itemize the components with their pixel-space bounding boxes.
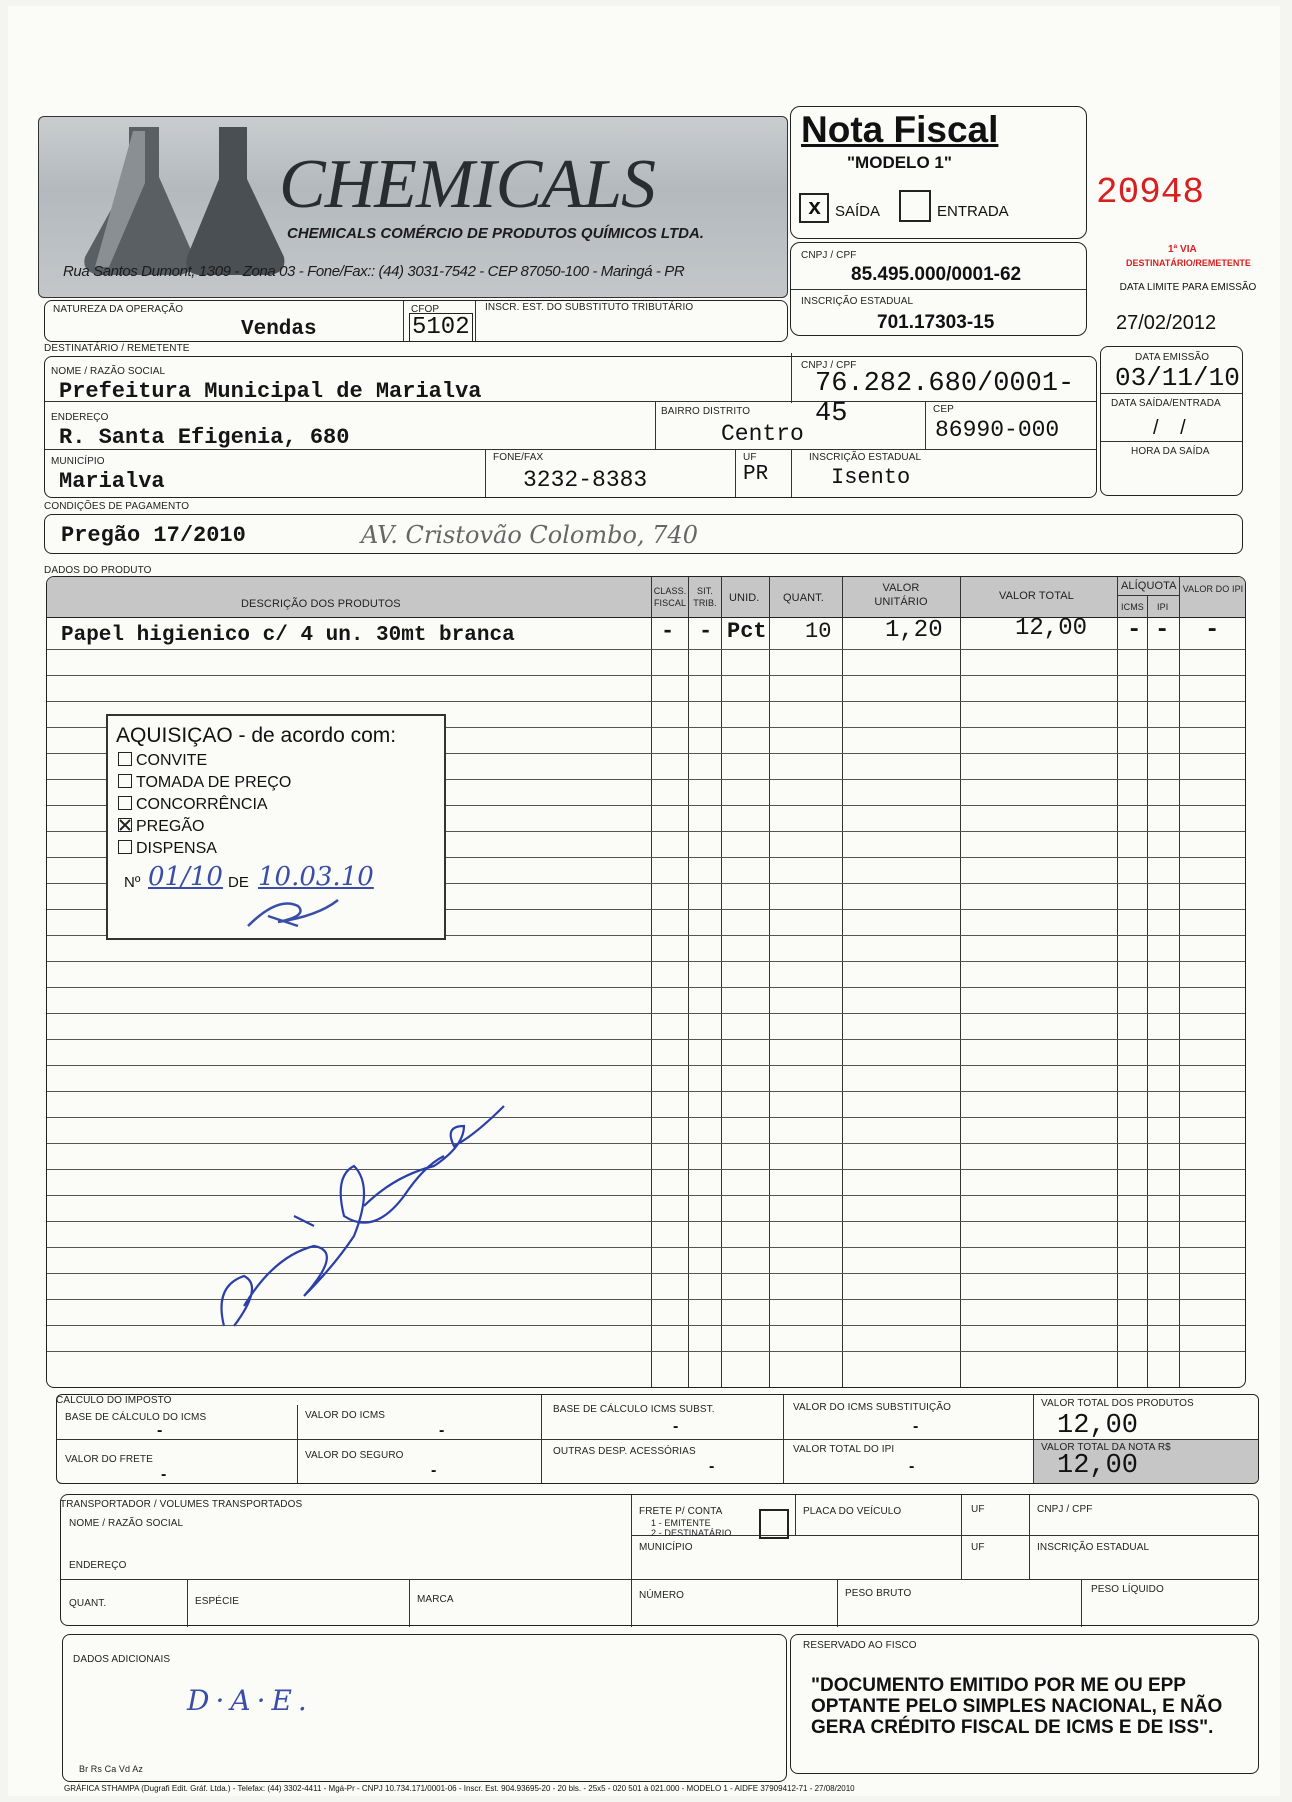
cfop-label: CFOP: [411, 304, 440, 315]
tax-section-label: CÁLCULO DO IMPOSTO: [56, 1395, 172, 1406]
issuer-cnpj: 85.495.000/0001-62: [851, 264, 1022, 285]
data-saida-label: DATA SAÍDA/ENTRADA: [1111, 398, 1221, 409]
cnpj-value: 76.282.680/0001-45: [815, 369, 1075, 429]
payment-value: Pregão 17/2010: [61, 523, 246, 548]
seguro-value: -: [431, 1462, 437, 1479]
col-quant: QUANT.: [783, 592, 824, 604]
table-rule-line: [47, 675, 1245, 676]
transp-endereco-label: ENDEREÇO: [69, 1560, 127, 1571]
table-rule-line: [47, 1039, 1245, 1040]
stamp-option-checkbox[interactable]: [118, 796, 132, 810]
nf-title: Nota Fiscal: [801, 109, 999, 150]
cep-label: CEP: [933, 404, 954, 415]
table-rule-line: [47, 987, 1245, 988]
row-valor-ipi: -: [1205, 617, 1220, 644]
company-name: CHEMICALS COMÉRCIO DE PRODUTOS QUÍMICOS LTDA.: [287, 225, 704, 242]
uf-value: PR: [743, 463, 769, 486]
data-emissao-value: 03/11/10: [1115, 363, 1240, 393]
nome-value: Prefeitura Municipal de Marialva: [59, 379, 482, 404]
table-rule-line: [47, 1013, 1245, 1014]
transp-municipio-label: MUNICÍPIO: [639, 1542, 693, 1553]
outras-value: -: [709, 1458, 715, 1475]
ie-subst-label: INSCR. EST. DO SUBSTITUTO TRIBUTÁRIO: [485, 302, 694, 313]
natureza-value: Vendas: [241, 318, 317, 341]
bairro-label: BAIRRO DISTRITO: [661, 406, 751, 417]
fisco-label: RESERVADO AO FISCO: [803, 1640, 917, 1651]
row-icms: -: [1127, 617, 1142, 644]
printer-footer: GRÁFICA STHAMPA (Dugrafi Edit. Gráf. Ltda.) - Telefax: (44) 3302-4411 - Mgá-Pr - CNPJ 10.734.171/0001-06 - Inscr. Est. 904.93695-20 - 20 bls. - 25x5 - 020 501 à 021.000 - MODELO 1 - AIDFE 37909412-71 - 27/08/2010: [64, 1784, 855, 1793]
nota-fiscal-box: [790, 106, 1087, 239]
saida-checkbox[interactable]: x: [799, 193, 829, 223]
outras-label: OUTRAS DESP. ACESSÓRIAS: [553, 1446, 696, 1457]
uf-label: UF: [743, 452, 757, 463]
nf-model: "MODELO 1": [847, 153, 952, 172]
issuer-ie: 701.17303-15: [877, 312, 995, 333]
stamp-numero: 01/10: [148, 862, 223, 892]
stamp-option-label: CONVITE: [136, 752, 208, 769]
stamp-de-label: DE: [228, 874, 249, 891]
stamp-numero-label: Nº: [124, 874, 141, 891]
base-icms-label: BASE DE CÁLCULO DO ICMS: [65, 1412, 207, 1423]
stamp-option: [118, 774, 291, 792]
payment-handwritten: AV. Cristovão Colombo, 740: [361, 521, 698, 549]
stamp-option-checkbox[interactable]: [118, 840, 132, 854]
frete-label: VALOR DO FRETE: [65, 1454, 153, 1465]
transp-frete-opt2: 2 - DESTINATÁRIO: [651, 1528, 732, 1538]
signature-icon: [204, 1086, 564, 1346]
fone-value: 3232-8383: [523, 467, 648, 493]
table-row: [47, 617, 1245, 649]
issuer-ie-label: INSCRIÇÃO ESTADUAL: [801, 296, 914, 307]
base-subst-label: BASE DE CÁLCULO ICMS SUBST.: [553, 1404, 715, 1415]
stamp-option-checkbox[interactable]: [118, 752, 132, 766]
data-emissao-label: DATA EMISSÃO: [1135, 352, 1210, 363]
transp-uf-label-2: UF: [971, 1542, 985, 1553]
row-descricao: Papel higienico c/ 4 un. 30mt branca: [61, 624, 515, 647]
entrada-label: ENTRADA: [937, 203, 1009, 220]
transp-peso-bruto-label: PESO BRUTO: [845, 1588, 912, 1599]
row-class-fiscal: -: [661, 619, 675, 644]
col-unid: UNID.: [729, 592, 760, 604]
row-valor-total: 12,00: [1015, 615, 1088, 642]
col-class-fiscal: CLASS. FISCAL: [653, 586, 687, 608]
base-subst-value: -: [673, 1418, 679, 1435]
dates-box: [1100, 346, 1243, 496]
row-ipi: -: [1155, 617, 1170, 644]
table-rule-line: [47, 701, 1245, 702]
company-logo-text: CHEMICALS: [279, 146, 655, 223]
hora-saida-label: HORA DA SAÍDA: [1131, 446, 1210, 457]
valor-subst-value: -: [913, 1418, 919, 1435]
stamp-option-checkbox[interactable]: [118, 818, 132, 832]
stamp-option-label: CONCORRÊNCIA: [136, 796, 268, 813]
stamp-option: [118, 796, 268, 814]
additional-handwritten: D·A·E.: [187, 1684, 313, 1717]
transport-section-label: TRANSPORTADOR / VOLUMES TRANSPORTADOS: [60, 1499, 303, 1510]
data-limite-label: DATA LIMITE PARA EMISSÃO: [1119, 282, 1257, 293]
stamp-option-label: TOMADA DE PREÇO: [136, 774, 292, 791]
fisco-box: [790, 1634, 1259, 1774]
data-saida-value: / /: [1153, 417, 1194, 439]
recipient-section-label: DESTINATÁRIO / REMETENTE: [44, 343, 190, 354]
issuer-id-box: [790, 242, 1087, 336]
endereco-value: R. Santa Efigenia, 680: [59, 425, 350, 450]
table-rule-line: [47, 961, 1245, 962]
col-valor-ipi: VALOR DO IPI: [1182, 584, 1244, 594]
frete-value: -: [161, 1466, 167, 1483]
nf-number: 20948: [1096, 172, 1205, 213]
via-line2: DESTINATÁRIO/REMETENTE: [1126, 258, 1251, 268]
table-rule-line: [47, 649, 1245, 650]
natureza-row: [44, 300, 788, 342]
base-icms-value: -: [157, 1422, 163, 1439]
total-produtos-value: 12,00: [1057, 1411, 1139, 1441]
stamp-title: AQUISIÇAO - de acordo com:: [116, 724, 397, 747]
company-header-panel: [38, 116, 788, 298]
payment-label: CONDIÇÕES DE PAGAMENTO: [44, 501, 190, 512]
total-nota-label: VALOR TOTAL DA NOTA R$: [1041, 1442, 1171, 1453]
cfop-value: 5102: [409, 313, 473, 342]
company-address: Rua Santos Dumont, 1309 - Zona 03 - Fone/Fax:: (44) 3031-7542 - CEP 87050-100 - Maringá - PR: [63, 263, 685, 280]
municipio-value: Marialva: [59, 469, 165, 494]
col-sit-trib: SIT. TRIB.: [693, 586, 717, 608]
frete-checkbox[interactable]: [759, 1509, 789, 1539]
stamp-signature-icon: [238, 886, 358, 936]
cep-value: 86990-000: [935, 417, 1060, 443]
fisco-text: "DOCUMENTO EMITIDO POR ME OU EPP OPTANTE PELO SIMPLES NACIONAL, E NÃO GERA CRÉDITO FISCAL DE ICMS E DE ISS".: [811, 1675, 1223, 1738]
endereco-label: ENDEREÇO: [51, 412, 109, 423]
transp-uf-label-1: UF: [971, 1504, 985, 1515]
saida-label: SAÍDA: [835, 203, 881, 220]
stamp-option-label: PREGÃO: [136, 818, 205, 835]
transp-marca-label: MARCA: [417, 1594, 454, 1605]
footer-codes: Br Rs Ca Vd Az: [79, 1764, 143, 1774]
fone-label: FONE/FAX: [493, 452, 544, 463]
tax-box: [56, 1394, 1259, 1484]
transp-peso-liquido-label: PESO LÍQUIDO: [1091, 1584, 1164, 1595]
products-section-label: DADOS DO PRODUTO: [44, 565, 152, 576]
entrada-checkbox[interactable]: [899, 190, 931, 222]
transp-cnpj-label: CNPJ / CPF: [1037, 1504, 1093, 1515]
seguro-label: VALOR DO SEGURO: [305, 1450, 404, 1461]
transp-quant-label: QUANT.: [69, 1598, 107, 1609]
col-aliquota: ALÍQUOTA: [1121, 580, 1177, 592]
transp-nome-label: NOME / RAZÃO SOCIAL: [69, 1518, 184, 1529]
cnpj-label: CNPJ / CPF: [801, 360, 857, 371]
additional-box: [62, 1634, 787, 1782]
row-valor-unit: 1,20: [885, 617, 943, 644]
col-descricao: DESCRIÇÃO DOS PRODUTOS: [241, 598, 401, 610]
col-icms: ICMS: [1121, 602, 1144, 612]
stamp-option-checkbox[interactable]: [118, 774, 132, 788]
total-ipi-value: -: [909, 1458, 915, 1475]
transp-frete-opt1: 1 - EMITENTE: [651, 1518, 711, 1528]
row-unid: Pct: [727, 619, 767, 644]
table-rule-line: [47, 1351, 1245, 1352]
col-valor-total: VALOR TOTAL: [999, 590, 1074, 602]
additional-label: DADOS ADICIONAIS: [73, 1654, 171, 1665]
via-line1: 1ª VIA: [1168, 244, 1197, 255]
stamp-data: 10.03.10: [258, 862, 374, 892]
total-ipi-label: VALOR TOTAL DO IPI: [793, 1444, 895, 1455]
stamp-option: [118, 840, 217, 858]
bairro-value: Centro: [721, 421, 804, 447]
valor-icms-value: -: [439, 1422, 445, 1439]
row-sit-trib: -: [699, 619, 713, 644]
municipio-label: MUNICÍPIO: [51, 456, 105, 467]
ie-label: INSCRIÇÃO ESTADUAL: [809, 452, 922, 463]
transp-especie-label: ESPÉCIE: [195, 1596, 240, 1607]
invoice-page: [8, 6, 1280, 1796]
transp-placa-label: PLACA DO VEÍCULO: [803, 1506, 902, 1517]
ie-value: Isento: [831, 465, 911, 490]
col-ipi: IPI: [1157, 602, 1169, 612]
transp-numero-label: NÚMERO: [639, 1590, 685, 1601]
stamp-option: [118, 818, 204, 836]
transp-frete-label: FRETE P/ CONTA: [639, 1506, 723, 1517]
table-rule-line: [47, 1065, 1245, 1066]
recipient-box: [44, 356, 1097, 498]
col-valor-unit: VALOR UNITÁRIO: [874, 582, 928, 608]
valor-subst-label: VALOR DO ICMS SUBSTITUIÇÃO: [793, 1402, 951, 1413]
natureza-label: NATUREZA DA OPERAÇÃO: [53, 304, 184, 315]
total-nota-value: 12,00: [1057, 1451, 1139, 1481]
stamp-option: [118, 752, 207, 770]
transport-box: [60, 1494, 1259, 1626]
payment-box: [44, 514, 1243, 554]
data-limite: 27/02/2012: [1116, 312, 1217, 334]
row-quant: 10: [805, 619, 832, 644]
acquisition-stamp: [106, 714, 446, 940]
issuer-cnpj-label: CNPJ / CPF: [801, 250, 857, 261]
nome-label: NOME / RAZÃO SOCIAL: [51, 366, 166, 377]
total-produtos-label: VALOR TOTAL DOS PRODUTOS: [1041, 1398, 1194, 1409]
transp-ie-label: INSCRIÇÃO ESTADUAL: [1037, 1542, 1150, 1553]
stamp-option-label: DISPENSA: [136, 840, 217, 857]
valor-icms-label: VALOR DO ICMS: [305, 1410, 386, 1421]
